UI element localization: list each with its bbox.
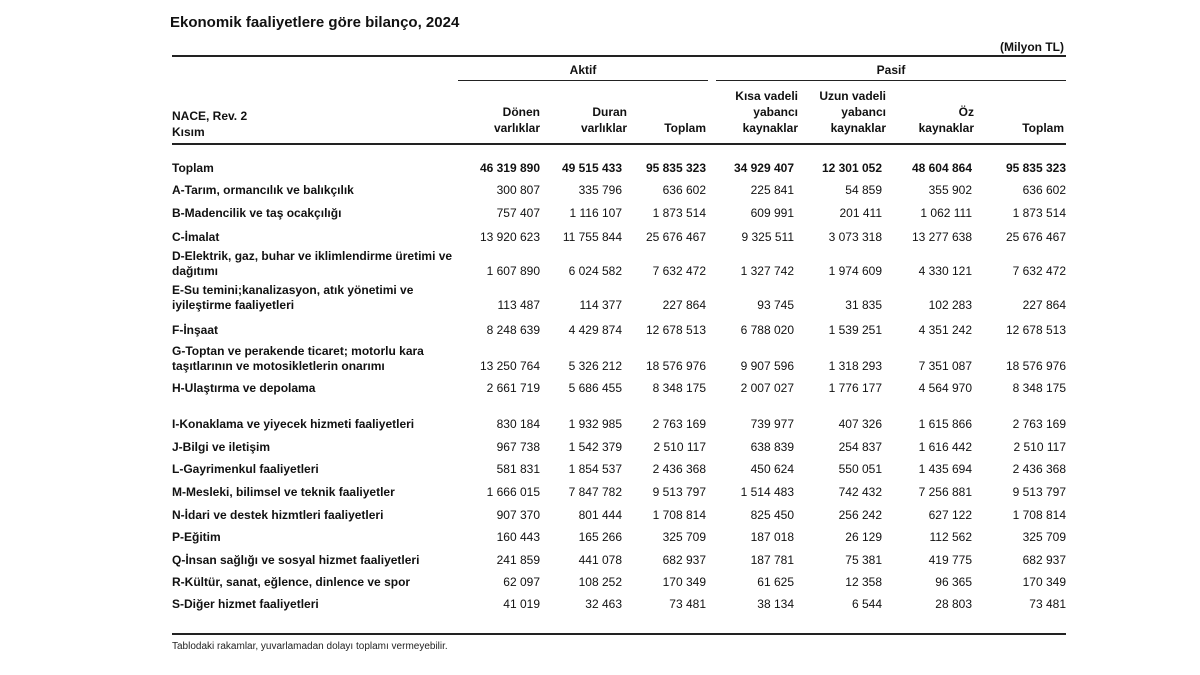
row-value: 165 266 — [578, 530, 622, 544]
row-value: 93 745 — [757, 298, 794, 312]
row-value: 25 676 467 — [645, 230, 706, 244]
col-header-line — [630, 104, 706, 120]
row-value: 627 122 — [928, 508, 972, 522]
row-value: 227 864 — [662, 298, 706, 312]
row-value: 801 444 — [578, 508, 622, 522]
row-value: 1 974 609 — [828, 264, 882, 278]
row-value: 12 678 513 — [1005, 323, 1066, 337]
row-value: 2 007 027 — [740, 381, 794, 395]
group-pasif: Pasif — [876, 63, 906, 77]
row-value: 967 738 — [496, 440, 540, 454]
row-value: 61 625 — [757, 575, 794, 589]
row-label: L-Gayrimenkul faaliyetleri — [172, 462, 319, 476]
col-header-line — [470, 88, 540, 104]
table-row — [172, 374, 1066, 396]
row-value: 13 920 623 — [479, 230, 540, 244]
row-value: 9 513 797 — [1012, 485, 1066, 499]
table-row — [172, 500, 1066, 523]
row-value: 300 807 — [496, 183, 540, 197]
row-value: 32 463 — [585, 597, 622, 611]
col-header-line: varlıklar — [493, 121, 540, 135]
total-row — [172, 156, 1066, 176]
top-rule — [172, 55, 1066, 57]
col-header-line: Uzun vadeli — [819, 89, 886, 103]
row-label: G-Toptan ve perakende ticaret; motorlu kara taşıtlarının ve motosikletlerin onarımı — [172, 344, 424, 373]
col-header-oz-kaynaklar — [890, 88, 974, 136]
row-value: 4 330 121 — [918, 264, 972, 278]
row-value: 3 073 318 — [828, 230, 882, 244]
row-value: 6 788 020 — [740, 323, 794, 337]
row-value: 9 513 797 — [652, 485, 706, 499]
row-value: 12 678 513 — [645, 323, 706, 337]
row-header-kisim: Kısım — [172, 125, 205, 139]
row-value: 6 544 — [851, 597, 882, 611]
row-label: E-Su temini;kanalizasyon, atık yönetimi ve iyileştirme faaliyetleri — [172, 283, 414, 312]
row-value: 2 763 169 — [652, 417, 706, 431]
table-row — [172, 279, 1066, 313]
row-value: 757 407 — [496, 206, 540, 220]
row-value: 18 576 976 — [645, 359, 706, 373]
row-label: M-Mesleki, bilimsel ve teknik faaliyetler — [172, 485, 395, 499]
col-header-duran — [550, 88, 627, 136]
row-value: 1 514 483 — [740, 485, 794, 499]
table-row — [172, 590, 1066, 612]
row-value: 682 937 — [1022, 553, 1066, 567]
row-value: 1 116 107 — [569, 206, 622, 220]
row-value: 1 615 866 — [918, 417, 972, 431]
row-value: 7 351 087 — [918, 359, 972, 373]
row-label: A-Tarım, ormancılık ve balıkçılık — [172, 183, 354, 197]
row-value: 636 602 — [662, 183, 706, 197]
row-value: 112 562 — [929, 530, 972, 544]
col-header-line: Duran — [592, 105, 627, 119]
row-value: 254 837 — [838, 440, 882, 454]
row-value: 12 358 — [845, 575, 882, 589]
row-value: 355 902 — [928, 183, 972, 197]
table-row — [172, 477, 1066, 500]
row-value: 62 097 — [503, 575, 540, 589]
row-value: 742 432 — [838, 485, 882, 499]
row-value: 8 248 639 — [486, 323, 540, 337]
row-value: 38 134 — [757, 597, 794, 611]
row-value: 2 436 368 — [652, 462, 706, 476]
row-value: 441 078 — [578, 553, 622, 567]
row-value: 1 708 814 — [652, 508, 706, 522]
row-value: 419 775 — [928, 553, 972, 567]
row-value: 108 252 — [578, 575, 622, 589]
col-header-line: varlıklar — [580, 121, 627, 135]
row-value: 5 326 212 — [568, 359, 622, 373]
row-value: 49 515 433 — [561, 161, 622, 175]
row-value: 26 129 — [845, 530, 882, 544]
row-value: 170 349 — [1022, 575, 1066, 589]
row-value: 1 539 251 — [828, 323, 882, 337]
row-value: 2 763 169 — [1012, 417, 1066, 431]
row-value: 34 929 407 — [733, 161, 794, 175]
row-value: 75 381 — [845, 553, 882, 567]
row-value: 25 676 467 — [1005, 230, 1066, 244]
row-value: 95 835 323 — [1005, 161, 1066, 175]
row-value: 450 624 — [750, 462, 794, 476]
table-row — [172, 568, 1066, 590]
col-header-line — [976, 88, 1064, 104]
row-value: 31 835 — [845, 298, 882, 312]
row-value: 13 250 764 — [479, 359, 540, 373]
row-value: 1 542 379 — [568, 440, 622, 454]
row-value: 187 018 — [750, 530, 794, 544]
pasif-rule — [716, 80, 1066, 81]
row-value: 1 854 537 — [568, 462, 622, 476]
row-value: 96 365 — [935, 575, 972, 589]
row-label: J-Bilgi ve iletişim — [172, 440, 271, 454]
row-value: 1 607 890 — [486, 264, 540, 278]
header-rule — [172, 143, 1066, 145]
row-value: 2 661 719 — [486, 381, 540, 395]
row-value: 9 907 596 — [740, 359, 794, 373]
row-label: C-İmalat — [172, 230, 220, 244]
table-row — [172, 338, 1066, 374]
col-header-line — [630, 88, 706, 104]
row-value: 609 991 — [750, 206, 794, 220]
col-header-uzun-vadeli — [800, 88, 886, 136]
unit-label: (Milyon TL) — [1000, 40, 1064, 54]
row-label: H-Ulaştırma ve depolama — [172, 381, 316, 395]
row-value: 1 327 742 — [740, 264, 794, 278]
row-header — [172, 108, 247, 140]
col-header-line — [890, 88, 974, 104]
row-label: B-Madencilik ve taş ocakçılığı — [172, 206, 342, 220]
col-header-line: kaynaklar — [742, 121, 798, 135]
row-value: 11 755 844 — [562, 230, 622, 244]
row-value: 1 873 514 — [652, 206, 706, 220]
row-value: 2 436 368 — [1012, 462, 1066, 476]
row-value: 8 348 175 — [652, 381, 706, 395]
aktif-rule — [458, 80, 708, 81]
row-value: 335 796 — [578, 183, 622, 197]
balance-table — [172, 156, 1066, 612]
col-header-kisa-vadeli — [712, 88, 798, 136]
row-label: I-Konaklama ve yiyecek hizmeti faaliyetleri — [172, 417, 415, 431]
col-header-line — [976, 104, 1064, 120]
row-value: 1 062 111 — [920, 206, 972, 220]
row-value: 7 847 782 — [568, 485, 622, 499]
col-header-line: Dönen — [502, 105, 540, 119]
row-value: 550 051 — [838, 462, 882, 476]
row-value: 46 319 890 — [479, 161, 540, 175]
row-value: 830 184 — [496, 417, 540, 431]
col-header-line: kaynaklar — [918, 121, 974, 135]
row-value: 7 256 881 — [918, 485, 972, 499]
table-row — [172, 198, 1066, 221]
row-value: 28 803 — [935, 597, 972, 611]
table-title: Ekonomik faaliyetlere göre bilanço, 2024 — [170, 14, 460, 31]
row-value: 1 616 442 — [918, 440, 972, 454]
row-value: 241 859 — [496, 553, 540, 567]
row-value: 8 348 175 — [1012, 381, 1066, 395]
row-value: 102 283 — [928, 298, 972, 312]
row-value: 256 242 — [838, 508, 882, 522]
row-label: F-İnşaat — [172, 323, 219, 337]
table-row — [172, 432, 1066, 455]
table-row — [172, 221, 1066, 245]
col-header-line: Toplam — [1022, 121, 1064, 135]
col-header-line — [550, 88, 627, 104]
row-value: 7 632 472 — [652, 264, 706, 278]
row-value: 18 576 976 — [1005, 359, 1066, 373]
footnote: Tablodaki rakamlar, yuvarlamadan dolayı toplamı vermeyebilir. — [172, 641, 448, 652]
row-value: 5 686 455 — [568, 381, 622, 395]
bottom-rule — [172, 633, 1066, 635]
row-value: 2 510 117 — [653, 440, 706, 454]
row-value: 1 873 514 — [1012, 206, 1066, 220]
col-header-pasif-toplam — [976, 88, 1064, 136]
row-value: 201 411 — [839, 206, 882, 220]
row-value: 638 839 — [750, 440, 794, 454]
row-value: 682 937 — [662, 553, 706, 567]
row-value: 227 864 — [1022, 298, 1066, 312]
table-row — [172, 455, 1066, 477]
row-value: 4 351 242 — [918, 323, 972, 337]
row-value: 636 602 — [1022, 183, 1066, 197]
row-value: 2 510 117 — [1013, 440, 1066, 454]
row-label: R-Kültür, sanat, eğlence, dinlence ve spor — [172, 575, 411, 589]
group-aktif: Aktif — [569, 63, 597, 77]
row-value: 73 481 — [1029, 597, 1066, 611]
row-value: 12 301 052 — [821, 161, 882, 175]
row-value: 825 450 — [750, 508, 794, 522]
table-row — [172, 396, 1066, 432]
row-value: 225 841 — [750, 183, 794, 197]
row-value: 6 024 582 — [568, 264, 622, 278]
col-header-line: yabancı — [841, 105, 886, 119]
col-header-aktif-toplam — [630, 88, 706, 136]
row-value: 41 019 — [503, 597, 540, 611]
col-header-line: kaynaklar — [830, 121, 886, 135]
table-row — [172, 313, 1066, 338]
row-label: S-Diğer hizmet faaliyetleri — [172, 597, 319, 611]
row-value: 907 370 — [496, 508, 540, 522]
row-value: 7 632 472 — [1012, 264, 1066, 278]
table-row — [172, 245, 1066, 279]
row-value: 1 708 814 — [1012, 508, 1066, 522]
row-value: 114 377 — [579, 298, 622, 312]
row-value: 581 831 — [496, 462, 540, 476]
row-value: 325 709 — [662, 530, 706, 544]
row-label: Toplam — [172, 161, 214, 175]
row-value: 54 859 — [845, 183, 882, 197]
row-value: 95 835 323 — [645, 161, 706, 175]
col-header-line: yabancı — [753, 105, 798, 119]
col-header-donen — [470, 88, 540, 136]
table-row — [172, 176, 1066, 198]
row-value: 325 709 — [1022, 530, 1066, 544]
row-value: 1 318 293 — [828, 359, 882, 373]
table-row — [172, 523, 1066, 545]
col-header-line: Öz — [958, 105, 974, 119]
row-value: 48 604 864 — [911, 161, 972, 175]
col-header-line: Kısa vadeli — [735, 89, 798, 103]
row-value: 187 781 — [750, 553, 794, 567]
row-label: N-İdari ve destek hizmtleri faaliyetleri — [172, 508, 384, 522]
row-header-nace: NACE, Rev. 2 — [172, 109, 248, 123]
row-value: 170 349 — [662, 575, 706, 589]
col-header-line: Toplam — [664, 121, 706, 135]
row-value: 113 487 — [497, 298, 540, 312]
row-label: P-Eğitim — [172, 530, 221, 544]
row-value: 1 776 177 — [828, 381, 882, 395]
row-value: 73 481 — [669, 597, 706, 611]
row-value: 9 325 511 — [741, 230, 794, 244]
row-value: 4 564 970 — [918, 381, 972, 395]
row-label: Q-İnsan sağlığı ve sosyal hizmet faaliyetleri — [172, 553, 420, 567]
row-value: 13 277 638 — [911, 230, 972, 244]
row-value: 4 429 874 — [568, 323, 622, 337]
row-value: 1 435 694 — [918, 462, 972, 476]
row-value: 739 977 — [750, 417, 794, 431]
row-label: D-Elektrik, gaz, buhar ve iklimlendirme üretimi ve dağıtımı — [172, 249, 453, 278]
row-value: 1 666 015 — [486, 485, 540, 499]
table-row — [172, 545, 1066, 568]
row-value: 1 932 985 — [568, 417, 622, 431]
row-value: 160 443 — [496, 530, 540, 544]
row-value: 407 326 — [838, 417, 882, 431]
